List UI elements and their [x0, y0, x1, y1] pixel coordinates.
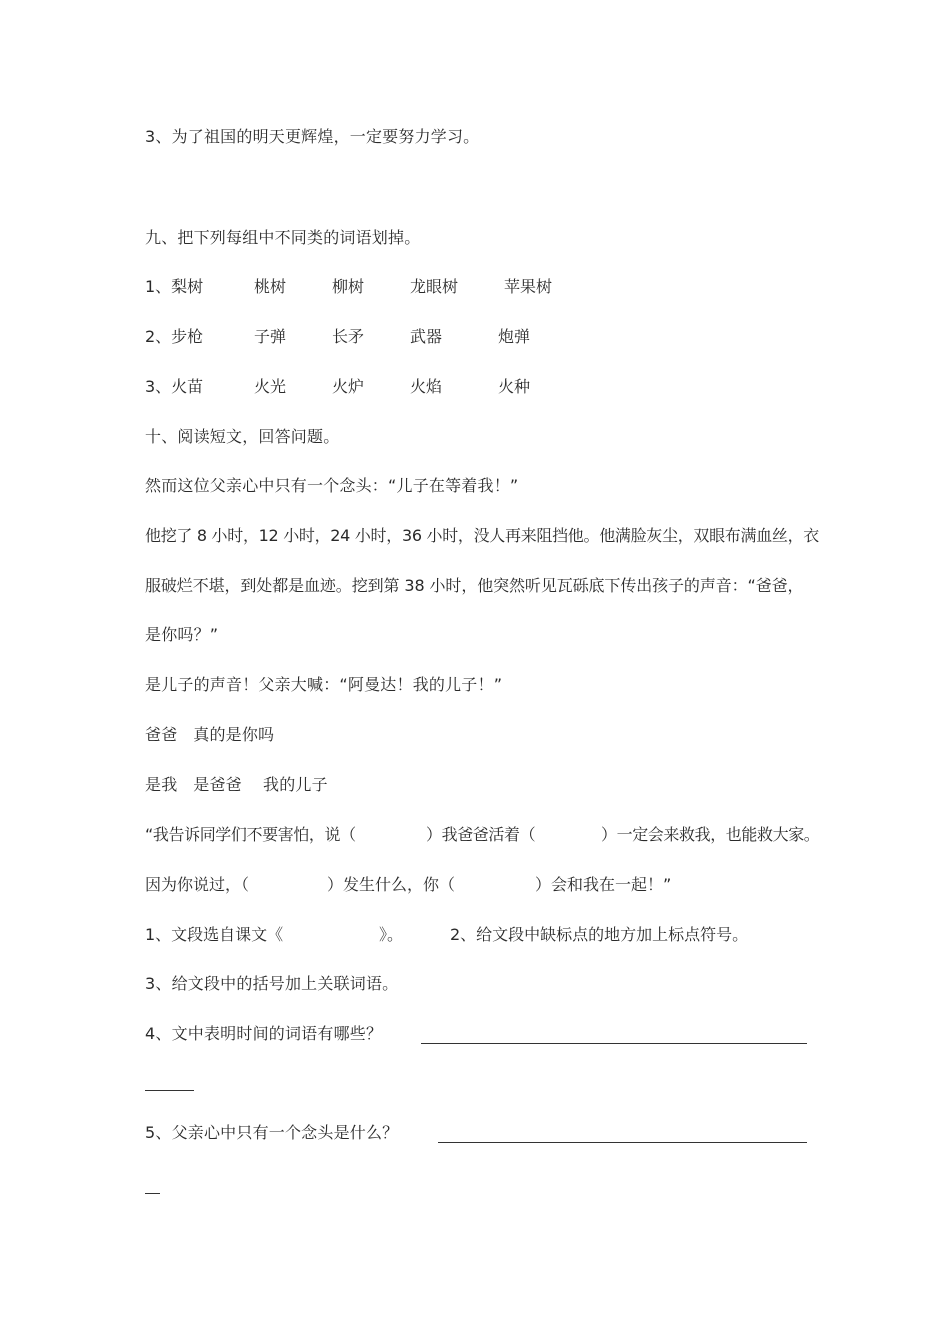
- group-3-word-4: 火种: [498, 377, 531, 396]
- question-5: 5、父亲心中只有一个念头是什么？: [145, 1123, 399, 1142]
- answer-line-5[interactable]: [438, 1142, 807, 1143]
- passage-line-5: 是儿子的声音！父亲大喊：“阿曼达！我的儿子！”: [145, 675, 503, 694]
- item-3-sentence: 3、为了祖国的明天更辉煌，一定要努力学习。: [145, 127, 480, 146]
- group-2-word-3: 武器: [410, 327, 443, 346]
- question-2: 2、给文段中缺标点的地方加上标点符号。: [450, 925, 749, 944]
- group-1-word-1: 桃树: [254, 277, 287, 296]
- group-3-word-3: 火焰: [410, 377, 443, 396]
- answer-line-5-continued[interactable]: [145, 1193, 160, 1194]
- passage-line-2: 他挖了 8 小时，12 小时，24 小时，36 小时，没人再来阻挡他。他满脸灰尘，双眼布满血丝，衣: [145, 526, 819, 545]
- question-1-part-b: 》。: [379, 925, 404, 944]
- group-2-word-1: 子弹: [254, 327, 287, 346]
- group-3-label: 3、火苗: [145, 377, 204, 396]
- fill-line-1-part-b: ）我爸爸活着（: [426, 825, 536, 844]
- group-1-label: 1、梨树: [145, 277, 204, 296]
- group-2-word-2: 长矛: [332, 327, 365, 346]
- fill-line-2-part-a: 因为你说过，（: [145, 875, 250, 894]
- answer-line-4[interactable]: [421, 1043, 807, 1044]
- section-9-heading: 九、把下列每组中不同类的词语划掉。: [145, 228, 421, 247]
- passage-line-6: 爸爸 真的是你吗: [145, 725, 275, 744]
- group-2-word-4: 炮弹: [498, 327, 531, 346]
- fill-line-2-part-b: ）发生什么，你（: [327, 875, 456, 894]
- section-10-heading: 十、阅读短文，回答问题。: [145, 427, 340, 446]
- group-1-word-3: 龙眼树: [410, 277, 459, 296]
- group-1-word-2: 柳树: [332, 277, 365, 296]
- question-4: 4、文中表明时间的词语有哪些？: [145, 1024, 383, 1043]
- passage-line-1: 然而这位父亲心中只有一个念头：“儿子在等着我！”: [145, 476, 519, 495]
- passage-line-4: 是你吗？”: [145, 625, 219, 644]
- passage-line-3: 服破烂不堪，到处都是血迹。挖到第 38 小时，他突然听见瓦砾底下传出孩子的声音：“爸爸，: [145, 576, 804, 595]
- passage-line-7: 是我 是爸爸 我的儿子: [145, 775, 328, 794]
- group-3-word-1: 火光: [254, 377, 287, 396]
- fill-line-2-part-c: ）会和我在一起！”: [535, 875, 672, 894]
- question-1-part-a: 1、文段选自课文《: [145, 925, 284, 944]
- group-2-label: 2、步枪: [145, 327, 204, 346]
- answer-line-4-continued[interactable]: [145, 1090, 194, 1091]
- group-3-word-2: 火炉: [332, 377, 365, 396]
- fill-line-1-part-a: “我告诉同学们不要害怕，说（: [145, 825, 356, 844]
- group-1-word-4: 苹果树: [504, 277, 553, 296]
- fill-line-1-part-c: ）一定会来救我，也能救大家。: [601, 825, 820, 844]
- question-3: 3、给文段中的括号加上关联词语。: [145, 974, 399, 993]
